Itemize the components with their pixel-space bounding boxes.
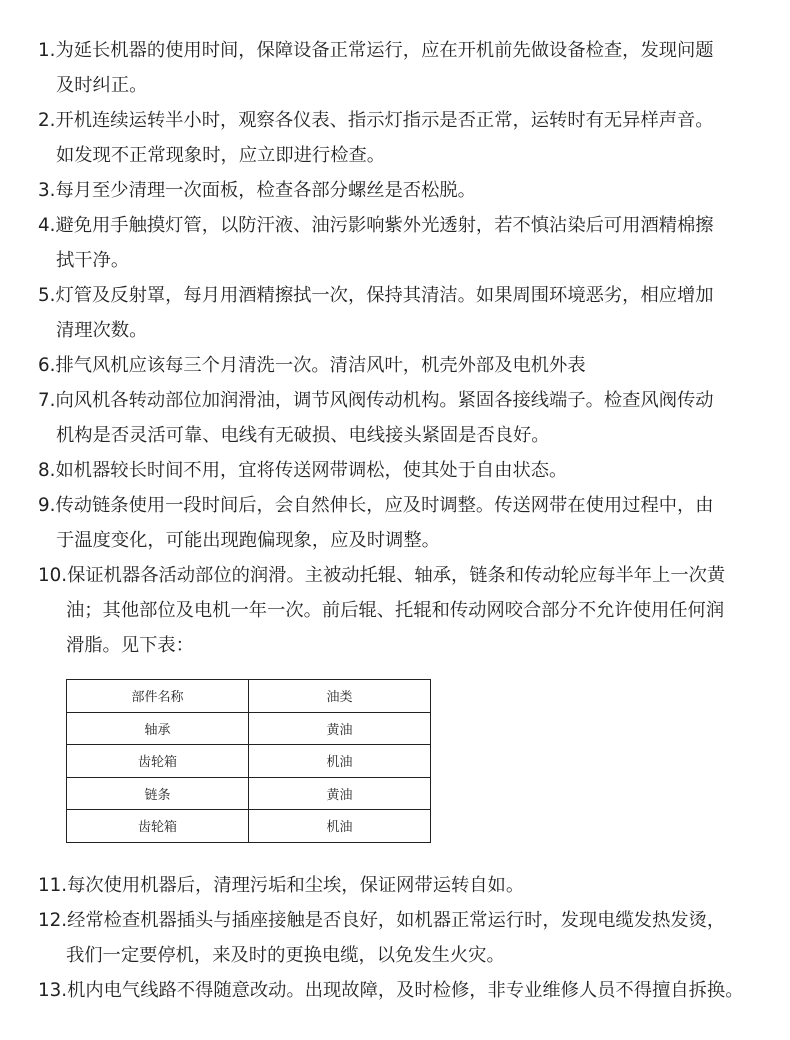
item-6-line-1: 6.排气风机应该每三个月清洗一次。清洁风叶，机壳外部及电机外表 <box>38 355 586 376</box>
item-4-line-2: 拭干净。 <box>56 250 130 271</box>
cell-oil: 机油 <box>249 745 431 778</box>
cell-part: 链条 <box>67 777 249 810</box>
item-2-line-2: 如发现不正常现象时，应立即进行检查。 <box>56 145 386 166</box>
item-12-line-2: 我们一定要停机，来及时的更换电缆，以免发生火灾。 <box>66 945 505 966</box>
item-3-line-1: 3.每月至少清理一次面板，检查各部分螺丝是否松脱。 <box>38 180 476 201</box>
cell-part: 齿轮箱 <box>67 745 249 778</box>
table-row <box>67 745 431 778</box>
cell-part: 轴承 <box>67 712 249 745</box>
item-7-line-2: 机构是否灵活可靠、电线有无破损、电线接头紧固是否良好。 <box>56 425 550 446</box>
item-1-line-1: 1.为延长机器的使用时间，保障设备正常运行，应在开机前先做设备检查，发现问题 <box>38 40 714 61</box>
header-oil-type: 油类 <box>249 680 431 713</box>
item-13-line-1: 13.机内电气线路不得随意改动。出现故障，及时检修，非专业维修人员不得擅自拆换。 <box>38 980 744 1001</box>
item-9-line-1: 9.传动链条使用一段时间后，会自然伸长，应及时调整。传送网带在使用过程中，由 <box>38 495 714 516</box>
table-row <box>67 777 431 810</box>
item-5-line-1: 5.灯管及反射罩，每月用酒精擦拭一次，保持其清洁。如果周围环境恶劣，相应增加 <box>38 285 714 306</box>
cell-oil: 黄油 <box>249 712 431 745</box>
table-row <box>67 712 431 745</box>
table-header-row <box>67 680 431 713</box>
item-9-line-2: 于温度变化，可能出现跑偏现象，应及时调整。 <box>56 530 440 551</box>
item-7-line-1: 7.向风机各转动部位加润滑油，调节风阀传动机构。紧固各接线端子。检查风阀传动 <box>38 390 714 411</box>
maintenance-list-part2 <box>38 868 778 1008</box>
cell-part: 齿轮箱 <box>67 810 249 843</box>
table-row <box>67 810 431 843</box>
lubrication-table <box>66 679 431 843</box>
cell-oil: 机油 <box>249 810 431 843</box>
header-part-name: 部件名称 <box>67 680 249 713</box>
item-10-line-2: 油；其他部位及电机一年一次。前后辊、托辊和传动网咬合部分不允许使用任何润 <box>66 600 725 621</box>
item-12-line-1: 12.经常检查机器插头与插座接触是否良好，如机器正常运行时，发现电缆发热发烫， <box>38 910 726 931</box>
item-4-line-1: 4.避免用手触摸灯管，以防汗液、油污影响紫外光透射，若不慎沾染后可用酒精棉擦 <box>38 215 714 236</box>
item-1-line-2: 及时纠正。 <box>56 75 148 96</box>
item-10-line-1: 10.保证机器各活动部位的润滑。主被动托辊、轴承，链条和传动轮应每半年上一次黄 <box>38 565 726 586</box>
maintenance-list-part1 <box>38 33 778 663</box>
item-11-line-1: 11.每次使用机器后，清理污垢和尘埃，保证网带运转自如。 <box>38 875 525 896</box>
item-8-line-1: 8.如机器较长时间不用，宜将传送网带调松，使其处于自由状态。 <box>38 460 568 481</box>
item-5-line-2: 清理次数。 <box>56 320 148 341</box>
item-10-line-3: 滑脂。见下表： <box>66 635 194 656</box>
item-2-line-1: 2.开机连续运转半小时，观察各仪表、指示灯指示是否正常，运转时有无异样声音。 <box>38 110 714 131</box>
cell-oil: 黄油 <box>249 777 431 810</box>
